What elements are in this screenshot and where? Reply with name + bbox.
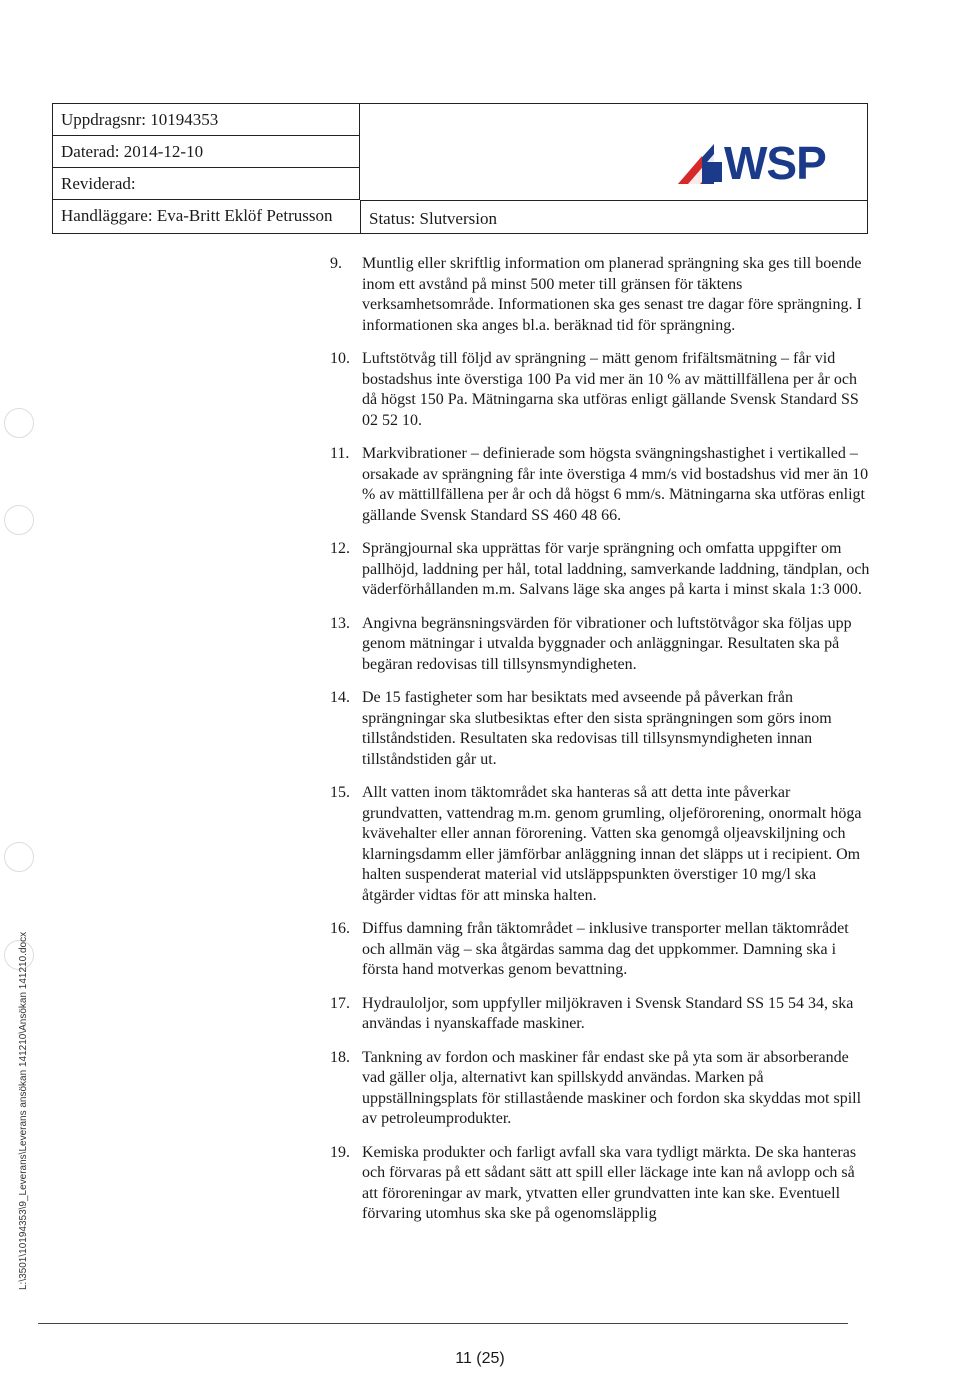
assignment-number: Uppdragsnr: 10194353 xyxy=(53,104,360,136)
header-divider xyxy=(360,200,361,233)
item-text: Tankning av fordon och maskiner får endast ske på yta som är absorberande vad gäller olja, alternativt kan spillskydd användas. Marken på uppställningsplats för stillastående maskiner och fordon ska skyddas mot spill av petroleumprodukter. xyxy=(362,1048,862,1127)
item-text: Diffus damning från täktområdet – inklusive transporter mellan täktområdet och allmän väg – ska åtgärdas samma dag det uppkommer. Damning ska i första hand motverkas genom bevattning. xyxy=(362,920,849,978)
item-text: Markvibrationer – definierade som högsta svängningshastighet i vertikalled – orsakade av sprängning får inte överstiga 4 mm/s vid bostadshus vid mer än 10 % av mättillfällena per år och då högst 6 mm/s. Mätningarna ska utföras enligt gällande Svensk Standard SS 460 48 66. xyxy=(362,445,869,524)
punch-hole-mark xyxy=(4,842,34,872)
item-number: 18. xyxy=(330,1048,350,1066)
list-item xyxy=(330,349,870,431)
item-text: Angivna begränsningsvärden för vibrationer och luftstötvågor ska följas upp genom mätningar i utvalda byggnader och anläggningar. Resultaten ska på begäran redovisas till tillsynsmyndigheten. xyxy=(362,614,852,673)
list-item xyxy=(330,254,870,336)
item-number: 14. xyxy=(330,689,350,706)
list-item xyxy=(330,919,870,981)
handler-field: Handläggare: Eva-Britt Eklöf Petrusson xyxy=(61,206,333,225)
conditions-list xyxy=(330,254,870,1238)
status-field: Status: Slutversion xyxy=(369,209,497,228)
item-text: Luftstötvåg till följd av sprängning – mätt genom frifältsmätning – får vid bostadshus inte överstiga 100 Pa vid mer än 10 % av mättillfällena per år och då högst 150 Pa. Mätningarna ska utföras enligt gällande Svensk Standard SS 02 52 10. xyxy=(362,350,859,429)
page-number: 11 (25) xyxy=(455,1350,505,1367)
item-text: Hydrauloljor, som uppfyller miljökraven i Svensk Standard SS 15 54 34, ska användas i nyanskaffade maskiner. xyxy=(362,994,854,1032)
item-number: 17. xyxy=(330,994,350,1012)
revised-field: Reviderad: xyxy=(53,168,360,200)
list-item xyxy=(330,783,870,906)
list-item xyxy=(330,444,870,526)
item-text: De 15 fastigheter som har besiktats med avseende på påverkan från sprängningar ska slutbesiktas efter den sista sprängningen som görs inom tillståndstiden. Resultaten ska redovisas till tillsynsmyndigheten innan tillståndstiden går ut. xyxy=(362,689,832,768)
punch-hole-mark xyxy=(4,408,34,438)
item-number: 13. xyxy=(330,614,350,632)
list-item xyxy=(330,1048,870,1130)
list-item xyxy=(330,994,870,1035)
item-number: 10. xyxy=(330,350,350,367)
list-item xyxy=(330,614,870,676)
list-item xyxy=(330,539,870,601)
list-item xyxy=(330,688,870,770)
list-item xyxy=(330,1143,870,1225)
punch-hole-mark xyxy=(4,505,34,535)
item-number: 12. xyxy=(330,540,350,557)
file-path-margin: L:\3501\10194353\9_Leverans\Leverans ansökan 141210\Ansökan 141210.docx xyxy=(18,931,29,1290)
date-field: Daterad: 2014-12-10 xyxy=(53,136,360,168)
item-number: 19. xyxy=(330,1143,350,1161)
wsp-wordmark: WSP xyxy=(724,137,826,189)
wsp-logo-icon xyxy=(674,138,726,188)
item-text: Sprängjournal ska upprättas för varje sprängning och omfatta uppgifter om pallhöjd, laddning per hål, total laddning, samverkande laddning, tändplan, och väderförhållanden m.m. Salvans läge ska anges på karta i minst skala 1:3 000. xyxy=(362,540,870,598)
item-text: Muntlig eller skriftlig information om planerad sprängning ska ges till boende inom ett avstånd på minst 500 meter till gränsen för täktens verksamhetsområde. Informationen ska ges senast tre dagar före sprängning. I informationen ska anges bl.a. beräknad tid för sprängning. xyxy=(362,255,862,334)
footer-divider xyxy=(38,1323,848,1324)
item-number: 9. xyxy=(330,255,342,272)
wsp-logo xyxy=(674,138,844,188)
item-text: Kemiska produkter och farligt avfall ska vara tydligt märkta. De ska hanteras och förvaras på ett sådant sätt att spill eller läckage inte kan nå avlopp och så att föroreningar av mark, ytvatten eller grundvatten inte kan ske. Eventuell förvaring utomhus ska ske på ogenomsläpplig xyxy=(362,1143,857,1222)
item-text: Allt vatten inom täktområdet ska hanteras så att detta inte påverkar grundvatten, vattendrag m.m. genom grumling, oljeförorening, onormalt höga kvävehalter eller annan förorening. Vatten ska genomgå oljeavskiljning och klarningsdamm eller jämförbar anläggning innan det släpps ut i recipient. Om halten suspenderat material vid utsläppspunkten överstiger 10 mg/l ska åtgärder vidtas för att minska halten. xyxy=(362,784,862,904)
item-number: 11. xyxy=(330,445,350,462)
item-number: 16. xyxy=(330,920,350,937)
item-number: 15. xyxy=(330,784,350,801)
